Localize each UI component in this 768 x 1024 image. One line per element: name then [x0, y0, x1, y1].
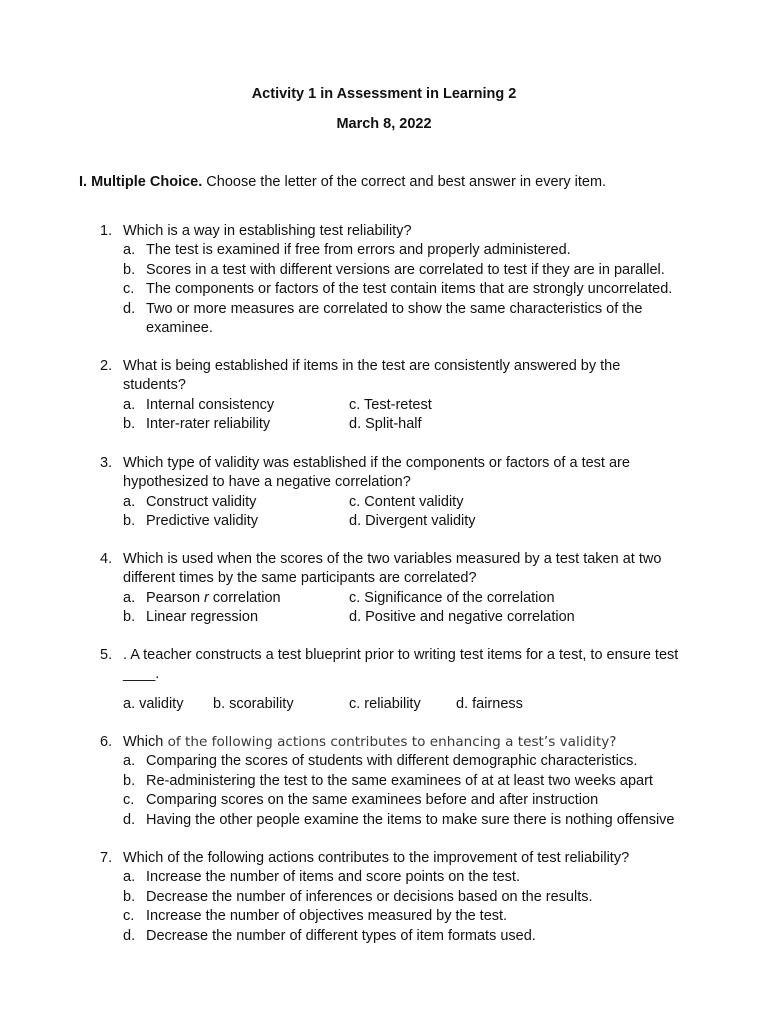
question-1	[100, 222, 720, 338]
option-text: c. Content validity	[349, 493, 464, 510]
question-number: 7.	[100, 850, 113, 866]
option-text: d. Positive and negative correlation	[349, 609, 575, 626]
question-3	[100, 454, 720, 532]
question-2	[100, 357, 720, 435]
question-stem-rest: of the following actions contributes to enhancing a test’s validity?	[163, 734, 617, 750]
option-text: The components or factors of the test contain items that are strongly uncorrelated.	[146, 281, 673, 298]
option-letter: a.	[123, 589, 136, 606]
option-text: Comparing the scores of students with different demographic characteristics.	[146, 753, 638, 770]
option-letter: c.	[123, 281, 135, 298]
option-letter: b.	[123, 261, 136, 278]
option-letter: b.	[123, 888, 136, 905]
option-text: Internal consistency	[146, 396, 275, 413]
option-text: Re-administering the test to the same examinees of at at least two weeks apart	[146, 772, 653, 789]
option-letter: b.	[123, 772, 136, 789]
question-stem: . A teacher constructs a test blueprint prior to writing test items for a test, to ensure test ____.	[123, 647, 679, 683]
option-text-post: correlation	[208, 589, 281, 606]
section-instruction: Choose the letter of the correct and best answer in every item.	[202, 174, 607, 190]
option-text: Increase the number of items and score points on the test.	[146, 869, 520, 886]
option-letter: a.	[123, 396, 136, 413]
option-text-italic: r	[204, 589, 209, 606]
option-text: Decrease the number of different types of item formats used.	[146, 927, 536, 944]
option-text: Having the other people examine the items to make sure there is nothing offensive	[146, 811, 675, 828]
option-text: Predictive validity	[146, 513, 259, 530]
option-letter: d.	[123, 811, 136, 828]
question-stem: What is being established if items in the test are consistently answered by the students?	[123, 358, 621, 394]
option-text: Comparing scores on the same examinees before and after instruction	[146, 792, 599, 809]
option-text-pre: Pearson	[146, 589, 205, 606]
option-text: Decrease the number of inferences or decisions based on the results.	[146, 888, 593, 905]
document-title: Activity 1 in Assessment in Learning 2	[251, 86, 517, 102]
question-number: 3.	[100, 455, 113, 471]
question-4	[100, 550, 720, 628]
question-number: 1.	[100, 223, 113, 239]
question-stem: Which is a way in establishing test reliability?	[123, 223, 412, 239]
option-letter: a.	[123, 753, 136, 770]
question-stem-start: Which	[123, 734, 164, 750]
option-letter: c.	[123, 908, 135, 925]
question-number: 5.	[100, 647, 113, 663]
question-number: 2.	[100, 358, 113, 374]
option-text: c. Test-retest	[349, 396, 432, 413]
option-letter: b.	[123, 513, 136, 530]
option-text: c. reliability	[349, 695, 421, 712]
question-stem: Which type of validity was established if the components or factors of a test are hypothesized to have a negative correlation?	[123, 455, 630, 491]
option-text: d. fairness	[456, 695, 523, 712]
option-text: Construct validity	[146, 493, 257, 510]
option-text: d. Split-half	[349, 416, 422, 433]
question-number: 6.	[100, 734, 113, 750]
option-letter: d.	[123, 300, 136, 317]
option-text: c. Significance of the correlation	[349, 589, 555, 606]
option-text: d. Divergent validity	[349, 513, 476, 530]
document-date: March 8, 2022	[336, 116, 432, 132]
question-stem: Which of the following actions contributes to the improvement of test reliability?	[123, 850, 630, 866]
option-text: Scores in a test with different versions are correlated to test if they are in parallel.	[146, 261, 665, 278]
question-stem: Which is used when the scores of the two variables measured by a test taken at two different times by the same participants are correlated?	[123, 551, 662, 587]
option-text: Linear regression	[146, 609, 259, 626]
section-heading	[79, 173, 739, 192]
option-text: The test is examined if free from errors and properly administered.	[146, 242, 571, 259]
option-letter: b.	[123, 609, 136, 626]
question-6	[100, 733, 720, 830]
question-7	[100, 849, 720, 946]
section-label: I. Multiple Choice.	[79, 174, 203, 190]
option-text: Increase the number of objectives measured by the test.	[146, 908, 508, 925]
option-text: b. scorability	[213, 695, 294, 712]
option-letter: c.	[123, 792, 135, 809]
option-letter: a.	[123, 493, 136, 510]
option-letter: b.	[123, 416, 136, 433]
question-5	[100, 646, 720, 714]
option-text: a. validity	[123, 695, 184, 712]
question-number: 4.	[100, 551, 113, 567]
option-text: Two or more measures are correlated to show the same characteristics of the examinee.	[146, 300, 643, 337]
option-text: Inter-rater reliability	[146, 416, 271, 433]
option-letter: a.	[123, 242, 136, 259]
option-letter: a.	[123, 869, 136, 886]
option-letter: d.	[123, 927, 136, 944]
